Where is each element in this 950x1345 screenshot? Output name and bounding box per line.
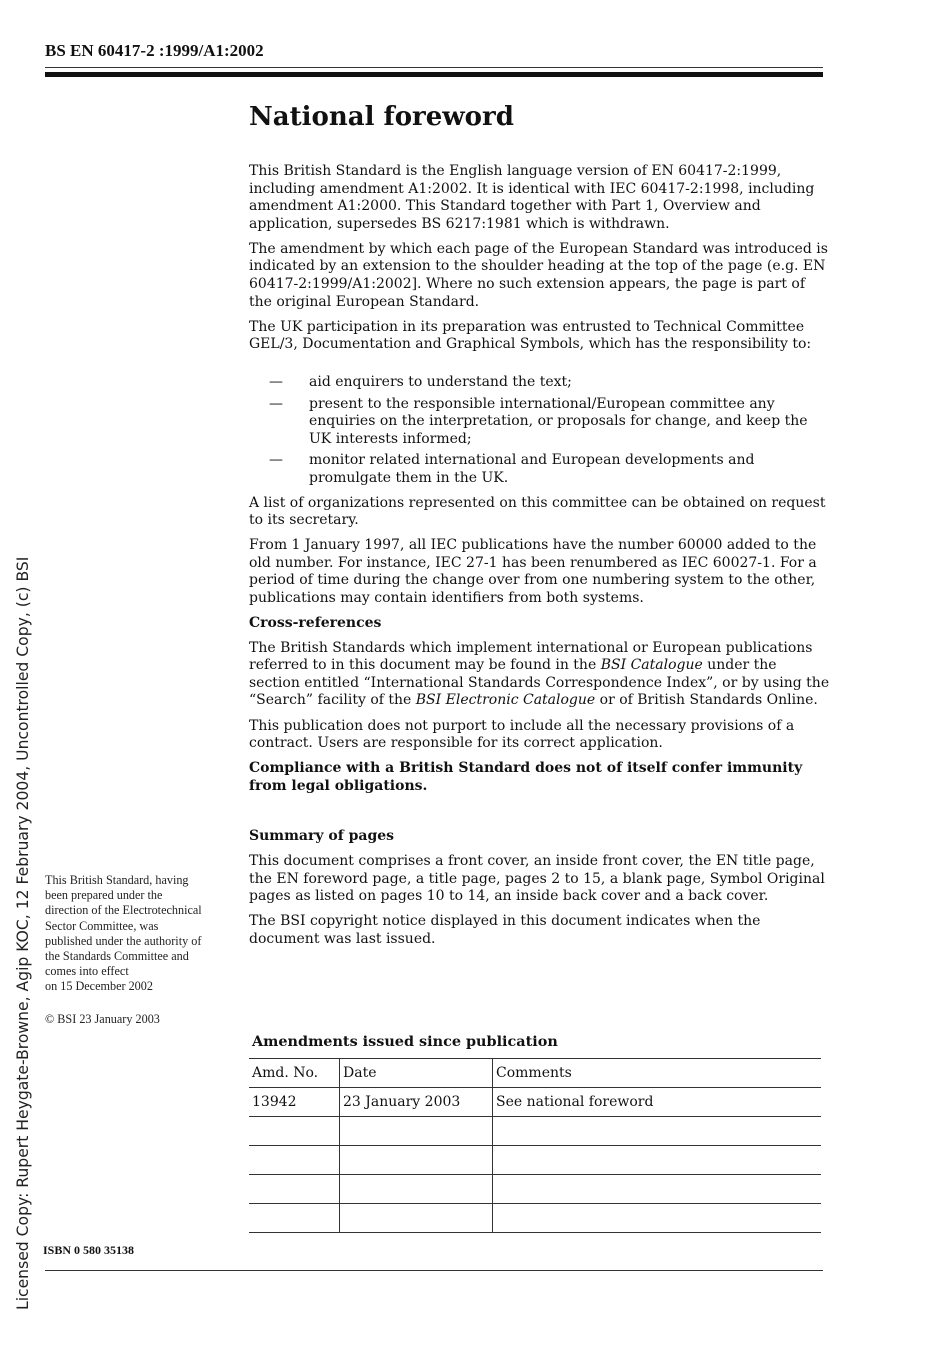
- publication-note: This British Standard, having been prepared under the direction of the Electrotechnical Sector Committee, was published under the authority of the Standards Committee and comes into effect on 15 December 2002 © BSI 23 January 2003: [45, 873, 240, 1027]
- table-cell: [340, 1146, 493, 1175]
- table-cell: See national foreword: [493, 1088, 822, 1117]
- amendments-table: [249, 1058, 821, 1233]
- bsi-catalogue-title: BSI Catalogue: [600, 657, 703, 674]
- amendments-title: Amendments issued since publication: [252, 1033, 558, 1050]
- table-cell: 23 January 2003: [340, 1088, 493, 1117]
- table-cell: [249, 1175, 340, 1204]
- table-row: [249, 1117, 821, 1146]
- dash-marker: —: [269, 395, 283, 412]
- column-header: Comments: [493, 1059, 822, 1088]
- header-rule-thin: [45, 67, 823, 68]
- paragraph-amendment: The amendment by which each page of the European Standard was introduced is indicated by an extension to the shoulder heading at the top of the page (e.g. EN 60417-2:1999/A1:2002]. Where no such extension appears, the page is part of the original European Standard.: [249, 240, 828, 310]
- paragraph-organizations: A list of organizations represented on this committee can be obtained on request to its secretary.: [249, 494, 826, 529]
- table-cell: [340, 1117, 493, 1146]
- header-rule-thick: [45, 72, 823, 77]
- paragraph-numbering: From 1 January 1997, all IEC publications have the number 60000 added to the old number. For instance, IEC 27-1 has been renumbered as IEC 60027-1. For a period of time during the change over from one numbering system to the other, publications may contain identifiers from both systems.: [249, 537, 817, 606]
- list-item: — aid enquirers to understand the text;: [269, 373, 572, 390]
- crossref-heading: Cross-references: [249, 615, 382, 632]
- license-watermark: Licensed Copy: Rupert Heygate-Browne, Agip KOC, 12 February 2004, Uncontrolled Copy, (c) BSI: [14, 556, 32, 1310]
- column-header: Amd. No.: [249, 1059, 340, 1088]
- table-cell: [249, 1117, 340, 1146]
- paragraph-crossref: The British Standards which implement international or European publications referred to in this document may be found in the BSI Catalogue under the section entitled “International Standards Correspondence Index”, or by using the “Search” facility of the BSI Electronic Catalogue or of British Standards Online.: [249, 639, 830, 709]
- main-content: [249, 100, 831, 956]
- responsibility-list: [249, 374, 831, 488]
- table-cell: [493, 1204, 822, 1233]
- document-id: BS EN 60417-2 :1999/A1:2002: [45, 41, 264, 60]
- table-row: [249, 1088, 821, 1117]
- table-cell: [249, 1146, 340, 1175]
- page-title: National foreword: [249, 102, 514, 132]
- table-row: [249, 1146, 821, 1175]
- list-item: — monitor related international and European developments and promulgate them in the UK.: [269, 452, 755, 486]
- column-header: Date: [340, 1059, 493, 1088]
- table-cell: [340, 1175, 493, 1204]
- table-cell: 13942: [249, 1088, 340, 1117]
- table-cell: [493, 1117, 822, 1146]
- table-header-row: [249, 1059, 821, 1088]
- dash-marker: —: [269, 373, 283, 390]
- isbn: ISBN 0 580 35138: [43, 1243, 135, 1257]
- compliance-statement: Compliance with a British Standard does not of itself confer immunity from legal obligations.: [249, 760, 803, 794]
- dash-marker: —: [269, 452, 283, 469]
- table-row: [249, 1175, 821, 1204]
- copyright-date: © BSI 23 January 2003: [45, 1011, 160, 1026]
- paragraph-committee: The UK participation in its preparation was entrusted to Technical Committee GEL/3, Documentation and Graphical Symbols, which has the responsibility to:: [249, 318, 812, 353]
- bsi-electronic-catalogue-title: BSI Electronic Catalogue: [415, 692, 596, 709]
- paragraph-provisions: This publication does not purport to include all the necessary provisions of a contract. Users are responsible for its correct application.: [249, 717, 795, 752]
- paragraph-summary: This document comprises a front cover, an inside front cover, the EN title page, the EN foreword page, a title page, pages 2 to 15, a blank page, Symbol Original pages as listed on pages 10 to 14, an inside back cover and a back cover.: [249, 853, 825, 905]
- table-cell: [340, 1204, 493, 1233]
- table-cell: [249, 1204, 340, 1233]
- summary-heading: Summary of pages: [249, 828, 395, 845]
- paragraph-copyright-notice: The BSI copyright notice displayed in this document indicates when the document was last issued.: [249, 913, 761, 947]
- footer-rule: [45, 1270, 823, 1271]
- table-cell: [493, 1146, 822, 1175]
- list-item: — present to the responsible international/European committee any enquiries on the interpretation, or proposals for change, and keep the UK interests informed;: [269, 395, 808, 447]
- paragraph-intro: This British Standard is the English language version of EN 60417-2:1999, including amendment A1:2002. It is identical with IEC 60417-2:1998, including amendment A1:2000. This Standard together with Part 1, Overview and application, supersedes BS 6217:1981 which is withdrawn.: [249, 163, 815, 232]
- table-row: [249, 1204, 821, 1233]
- table-cell: [493, 1175, 822, 1204]
